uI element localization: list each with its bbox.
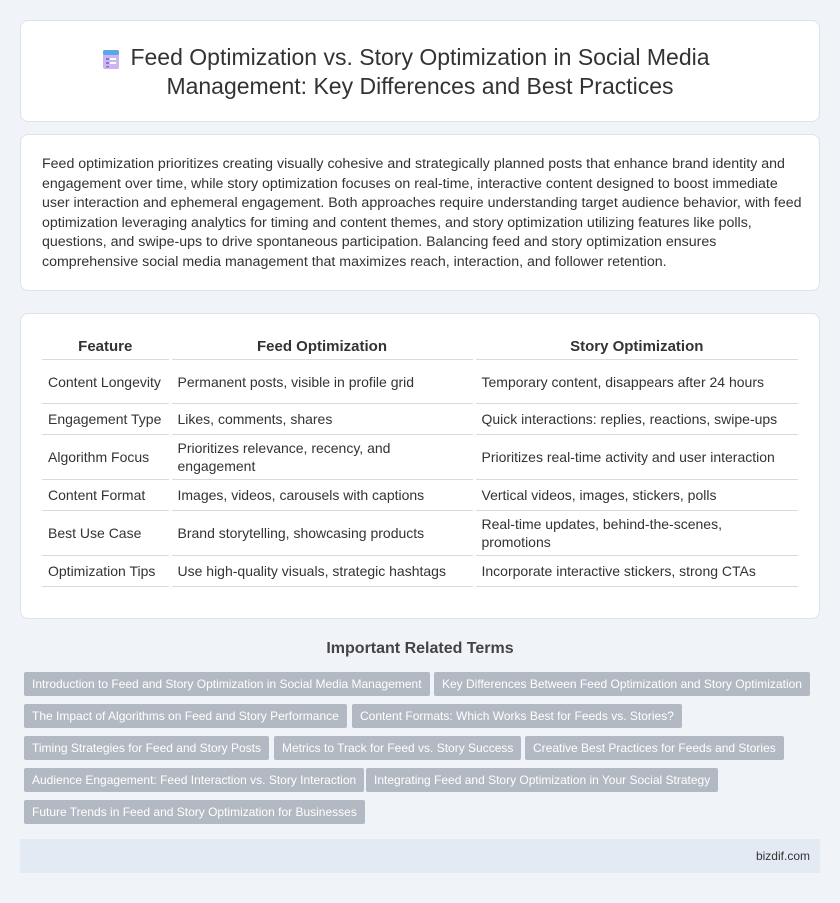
- footer-site-label[interactable]: bizdif.com: [755, 849, 810, 863]
- column-header-story: Story Optimization: [474, 332, 798, 360]
- feature-cell: Engagement Type: [42, 404, 170, 435]
- related-term-tag[interactable]: Content Formats: Which Works Best for Feeds vs. Stories?: [352, 704, 682, 728]
- feed-cell: Images, videos, carousels with captions: [170, 480, 474, 511]
- intro-card: [20, 134, 820, 291]
- table-row: [42, 360, 798, 404]
- story-cell: Prioritizes real-time activity and user interaction: [474, 435, 798, 480]
- feed-cell: Use high-quality visuals, strategic hashtags: [170, 556, 474, 587]
- related-term-tag[interactable]: Future Trends in Feed and Story Optimization for Businesses: [24, 800, 365, 824]
- footer: [20, 839, 820, 873]
- table-row: [42, 435, 798, 480]
- feed-cell: Prioritizes relevance, recency, and engagement: [170, 435, 474, 480]
- related-term-tag[interactable]: Metrics to Track for Feed vs. Story Success: [274, 736, 521, 760]
- feed-cell: Likes, comments, shares: [170, 404, 474, 435]
- related-term-tag[interactable]: Integrating Feed and Story Optimization in Your Social Strategy: [366, 768, 718, 792]
- related-term-tag[interactable]: Key Differences Between Feed Optimization and Story Optimization: [434, 672, 810, 696]
- table-row: [42, 404, 798, 435]
- column-header-feature: Feature: [42, 332, 170, 360]
- intro-paragraph: Feed optimization prioritizes creating visually cohesive and strategically planned posts that enhance brand identity and engagement over time, while story optimization focuses on real-time, interactive content designed to boost immediate user interaction and ephemeral engagement. Both approaches require understanding target audience behavior, with feed optimization leveraging analytics for timing and content themes, and story optimization utilizing features like polls, questions, and swipe-ups to drive spontaneous participation. Balancing feed and story optimization ensures comprehensive social media management that maximizes reach, interaction, and follower retention.: [42, 156, 802, 270]
- related-term-tag[interactable]: The Impact of Algorithms on Feed and Story Performance: [24, 704, 347, 728]
- feature-cell: Content Format: [42, 480, 170, 511]
- header-card: [20, 20, 820, 122]
- feature-cell: Optimization Tips: [42, 556, 170, 587]
- related-term-tag[interactable]: Audience Engagement: Feed Interaction vs. Story Interaction: [24, 768, 364, 792]
- table-row: [42, 556, 798, 587]
- related-term-tag[interactable]: Creative Best Practices for Feeds and Stories: [525, 736, 784, 760]
- table-row: [42, 480, 798, 511]
- table-header-row: [42, 332, 798, 360]
- story-cell: Vertical videos, images, stickers, polls: [474, 480, 798, 511]
- feature-cell: Best Use Case: [42, 511, 170, 556]
- story-cell: Incorporate interactive stickers, strong CTAs: [474, 556, 798, 587]
- story-cell: Quick interactions: replies, reactions, swipe-ups: [474, 404, 798, 435]
- feed-cell: Permanent posts, visible in profile grid: [170, 360, 474, 404]
- feed-cell: Brand storytelling, showcasing products: [170, 511, 474, 556]
- table-row: [42, 511, 798, 556]
- comparison-table-card: [20, 313, 820, 619]
- story-cell: Temporary content, disappears after 24 hours: [474, 360, 798, 404]
- related-term-tag[interactable]: Timing Strategies for Feed and Story Posts: [24, 736, 269, 760]
- column-header-feed: Feed Optimization: [170, 332, 474, 360]
- related-terms-heading: Important Related Terms: [326, 640, 514, 657]
- feature-cell: Algorithm Focus: [42, 435, 170, 480]
- feature-cell: Content Longevity: [42, 360, 170, 404]
- related-term-tag[interactable]: Introduction to Feed and Story Optimization in Social Media Management: [24, 672, 430, 696]
- comparison-table: [42, 332, 798, 587]
- page-title: Feed Optimization vs. Story Optimization in Social Media Management: Key Differences and Best Practices: [130, 44, 710, 99]
- story-cell: Real-time updates, behind-the-scenes, promotions: [474, 511, 798, 556]
